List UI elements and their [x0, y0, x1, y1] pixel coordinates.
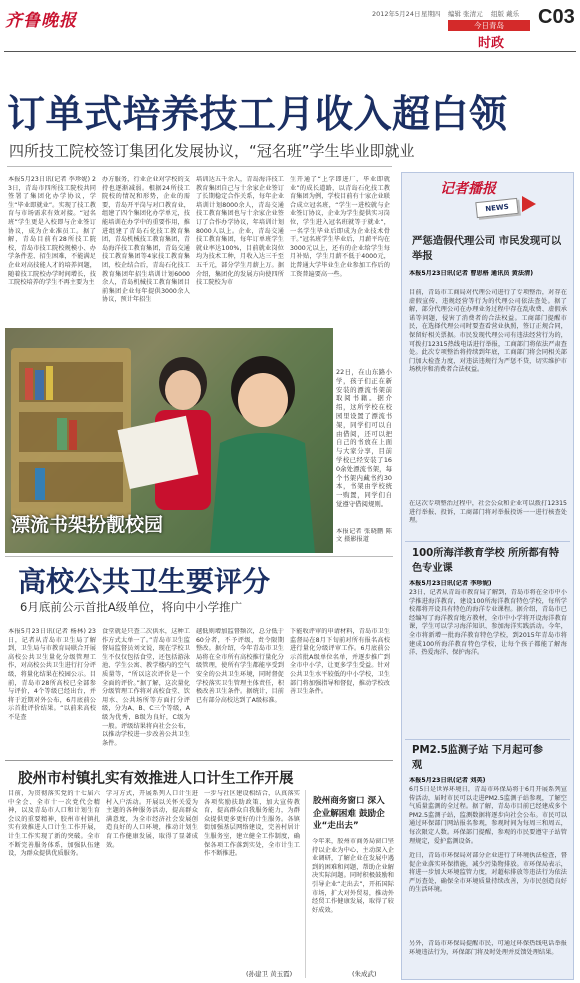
megaphone-icon — [522, 196, 536, 212]
birth-body-col2: 学习方式，开展系列人口计生进村入户活动。开展以关怀关爱为主题的各种服务活动，提高群众满意度，为全市经济社会发展创造良好的人口环境，推动计划生育工作健康发展，取得了显著成效。 — [106, 790, 198, 849]
lead-body-col1: 本报5月23日讯(记者 李珍妮) 23日，青岛市四所技工院校共同签署了集团化办学协议，学生“毕业即就业”。实现了技工教育与市场需求有效对接。“冠名班”学生更是入校即与企业签订协议，成为企业准员工。据了解，青岛目前有28所技工院校，青岛市技工院校规模小、办学条件差、招生困难，不能满足企业对高技能人才的培养问题，随着技工院校办学时间增长，技工院校培养的学生不再主要为主 — [8, 176, 96, 287]
lead-subhead-rule — [7, 166, 392, 167]
photo-caption-title: 漂流书架扮靓校园 — [11, 514, 164, 536]
sidebar-story1-body: 目前，青岛市工商局对代理公司进行了专项整治，对存在虚假宣传、违规经营等行为的代理公司依法查处。据了解，部分代理公司在办理业务过程中存在乱收费、虚假承诺等问题，侵害了消费者的合法权益。工商部门提醒市民，在选择代理公司时要查看营业执照，签订正规合同，保留好相关票据。市民发现代理公司有违法经营行为的，可拨打12315热线电话进行举报，工商部门将依法严肃查处。此次专项整治将持续到年底，工商部门将会同相关部门加大检查力度，对违法违规行为严惩不贷，切实维护市场秩序和消费者合法权益。 — [409, 289, 567, 374]
editor-credit: 编辑 张清元 — [448, 10, 483, 18]
sidebar-story1-body2: 在这次专项整治过程中，社会公众和企业可以拨打12315进行举报、投诉，工商部门将对举报投诉一一进行核查处理。 — [409, 500, 567, 525]
sidebar-environment-body2: 另外，青岛市环保局提醒市民，可通过环保热线电话举报环境违法行为，环保部门将及时处理并反馈处理结果。 — [409, 940, 567, 956]
commerce-credit: (朱成武) — [352, 970, 377, 978]
photo-credit: 本报记者 张晓鹏 陈文 摄影报道 — [336, 528, 392, 544]
lead-headline: 订单式培养技工月收入超白领 — [7, 91, 508, 136]
issue-weekday: 星期四 — [421, 10, 441, 18]
lead-body-col2: 办方服务，行业企业对学校的支持也逐渐减弱。根据24所技工院校的情况和形势，企业的需要，青岛开平岗与对口教育业，组建了四个集团化办学单元，技能培训在办学中的重要作用，推进组建了青岛石化技工教育集团，青岛机械技工教育集团，青岛海洋技工教育集团，青岛交通技工教育集团等4家技工教育集团，校企结合后，青岛石化技工教育集团年招生培训计划6000余人，青岛机械技工教育集团目前集团企业每年提供3000余人协议，预计年招生 — [102, 176, 190, 304]
health-body-col2: 食堂就是只查二次供水，这种工作方式太单一了。”青岛市卫生监督局监督员刘文说，现在学校卫生不仅仅包括食堂，还包括游泳池、学生公寓、教学楼内的空气质量等，“所以这次评价是一个全面的评价。”据了解，这次量化分级管理工作将对高校食堂、饮用水、公共场所等方面打分评级，分为A、B、C三个等级，A级为优秀，B级为良好，C级为一般。评级结果将向社会公布，以推动学校进一步改善公共卫生条件。 — [102, 628, 190, 747]
section-tag: 时政 — [478, 36, 505, 51]
page-number: C03 — [538, 6, 575, 28]
birth-headline: 胶州市村镇扎实有效推进人口计生工作开展 — [18, 770, 294, 787]
health-subhead: 6月底前公示首批A级单位，将向中小学推广 — [20, 600, 243, 614]
sidebar-story2-headline: 100所海洋教育学校 所所都有特色专业课 — [412, 548, 560, 574]
sidebar-story2-byline: 本报5月23日讯(记者 李珍妮) — [409, 580, 492, 587]
sidebar-story1-byline: 本报5月23日讯(记者 曹思格 通讯员 黄法清) — [409, 270, 534, 277]
birth-top-rule — [5, 760, 393, 761]
newspaper-logo: 齐鲁晚报 — [5, 11, 77, 31]
photo-caption-text: 22日，在山东路小学，孩子们正在新安装的漂流书架前取阅书籍。据介绍，这所学校在校园里设置了漂流书架，同学们可以自由借阅，还可以把自己的书放在上面与大家分享，目前学校已经安装了160余处漂流书架，每个书架内藏书约30本，书架由学校统一购置，同学们自觉遵守借阅规则。 — [336, 368, 392, 508]
news-photo — [5, 328, 333, 553]
news-icon: NEWS — [475, 198, 518, 218]
sidebar-badge-label: 记者播报 — [440, 181, 496, 197]
sidebar-story1-headline: 严惩造假代理公司 市民发现可以举报 — [412, 235, 562, 262]
health-body-col3: 越低则增加监督频次，总分低于60分者，不予评级，责令限期整改。据介绍，今年青岛市卫生局将在全市所有高校推行量化分级管理，使所有学生都能享受到安全的公共卫生环境，同时督促学校落实卫生管理主体责任，积极改善卫生条件。据统计，目前已有部分高校达到了A级标准。 — [196, 628, 284, 704]
health-body-col4: 下能收评审的申请材料，青岛市卫生监督局在8月下旬前对所有报名高校进行量化分级评审工作。6月底前公示首批A级单位名单，并逐步推广到全市中小学，让更多学生受益。针对公共卫生水平较低的中小学校，卫生部门将加强指导和督促，推动学校改善卫生条件。 — [290, 628, 390, 696]
commerce-headline: 胶州商务窗口 深入企业解困难 鼓励企业“走出去” — [313, 796, 385, 831]
sidebar-story3-headline: PM2.5监测子站 下月起可参观 — [412, 745, 543, 771]
health-top-rule — [5, 556, 393, 557]
issue-date: 2012年5月24日 — [372, 10, 421, 18]
sidebar-rule-2 — [405, 739, 570, 740]
bookshelf-shape — [11, 348, 131, 518]
sidebar-rule-1 — [405, 541, 570, 542]
lead-body-col3: 培训达五千余人，青岛海洋技工教育集团自己与十余家企业签订了长期稳定合作关系，每年企业培训计划8000余人，青岛交通技工教育集团也与十余家企业签订了合作办学协议，年培训计划8000人以上。企业，青岛交通技工教育集团，每年订单班学生就业率达100%，目前就业岗位均为技术工种，月收入达三千至五千元，部分学生月薪上万。据介绍，集团化的发展方向使四所技工院校为市 — [196, 176, 284, 287]
sidebar-badge — [440, 178, 540, 222]
health-headline: 高校公共卫生要评分 — [18, 565, 271, 598]
lead-body-col4: 生开通了“上学即进厂，毕业即就业”的成长道路，以青岛石化技工教育集团为例，学校目前有十家企业联合成立冠名班，“学生一进校就与企业签订协议，企业为学生提供实习岗位，学生进入冠名班就等于就业”，一名学生毕业后即成为企业技术骨干。”冠名班学生毕业后，月薪平均在3000元以上，还有的企业给学生每月补贴，学生月薪不低于4000元，比普通大学毕业生企业参加工作后的工资普遍要高一些。 — [290, 176, 390, 278]
sidebar-story3-byline: 本报5月23日讯(记者 刘英) — [409, 777, 486, 784]
masthead-rule — [4, 51, 576, 52]
commerce-body: 今年来，胶州市商务局窗口坚持以企业为中心，主动深入企业调研，了解企业在发展中遇到的困难和问题，帮助企业解决实际问题。同时积极鼓励和引导企业“走出去”，开拓国际市场，扩大对外贸易，推动外经贸工作健康发展，取得了较好成效。 — [312, 838, 394, 914]
birth-body-col1: 目前，为贯彻落实党的十七届六中全会、全市十一次党代会精神，以及青岛市人口和计划生育会议的重要精神，胶州市村镇扎实有效推进人口计生工作开展，计生工作实现了新的突破。全市不断完善服务体系，加强队伍建设，为群众提供优质服务。 — [8, 790, 100, 858]
designer-credit: 组版 戴乐 — [491, 10, 520, 18]
birth-credit: (孙建卫 黄玉霞) — [246, 970, 293, 978]
health-body-col1: 本报5月23日讯(记者 杨林) 23日，记者从青岛市卫生局了解到，卫生局与市教育局联合开展高校公共卫生量化分级管理工作，对高校公共卫生进行打分评级，将量化结果在校园公示。目前，青岛市28所高校已全部参与评价，4个等级已经出台，并将于近期对外公布，6月底前公示首批评价结果。“以前来高校不是查 — [8, 628, 96, 721]
sidebar-story3-body: 6月5日是世界环境日，青岛市环保局将于6月开展系列宣传活动，届时市民可以走进PM2.5监测子站参观，了解空气质量监测的全过程。据了解，青岛市目前已经建成多个PM2.5监测子站，监测数据将逐步向社会公布。市民可以通过环保部门网站报名参观，参观时间为每周三和周五，每次限定人数。环保部门提醒，参观的市民要遵守子站管理规定，爱护监测设备。 — [409, 786, 567, 845]
lead-subhead: 四所技工院校签订集团化发展协议，“冠名班”学生毕业即就业 — [9, 142, 415, 160]
section-today-tab: 今日青岛 — [448, 20, 530, 31]
commerce-left-rule — [305, 790, 306, 978]
sidebar-environment-body: 近日，青岛市环保局对部分企业进行了环境执法检查，督促企业落实环保措施，减少污染物排放。市环保局表示，将进一步加大环境监管力度，对超标排放等违法行为依法严厉查处，确保全市环境质量持续改善，为市民创造良好的生活环境。 — [409, 852, 567, 894]
sidebar-story2-body: 23日，记者从青岛市教育局了解到，青岛市将在全市中小学推进海洋教育，建设100所海洋教育特色学校，每所学校都将开设具有特色的海洋专业课程。据介绍，青岛市已经编写了海洋教育地方教材，全市中小学将开设海洋教育课，学生可以学习海洋知识、参加海洋实践活动。今年，全市将新增一批海洋教育特色学校，到2015年青岛市将建成100所海洋教育特色学校，让每个孩子都能了解海洋、热爱海洋、保护海洋。 — [409, 589, 567, 657]
birth-body-col3: 一步与社区建设相结合，认真落实各项奖励扶助政策，加大宣传教育，提高群众自我服务能力，为群众提供更多更好的计生服务。各镇街加强基层网络建设，完善村居计生服务室，建立健全工作制度，确保各项工作落到实处，全市计生工作不断推进。 — [204, 790, 300, 858]
